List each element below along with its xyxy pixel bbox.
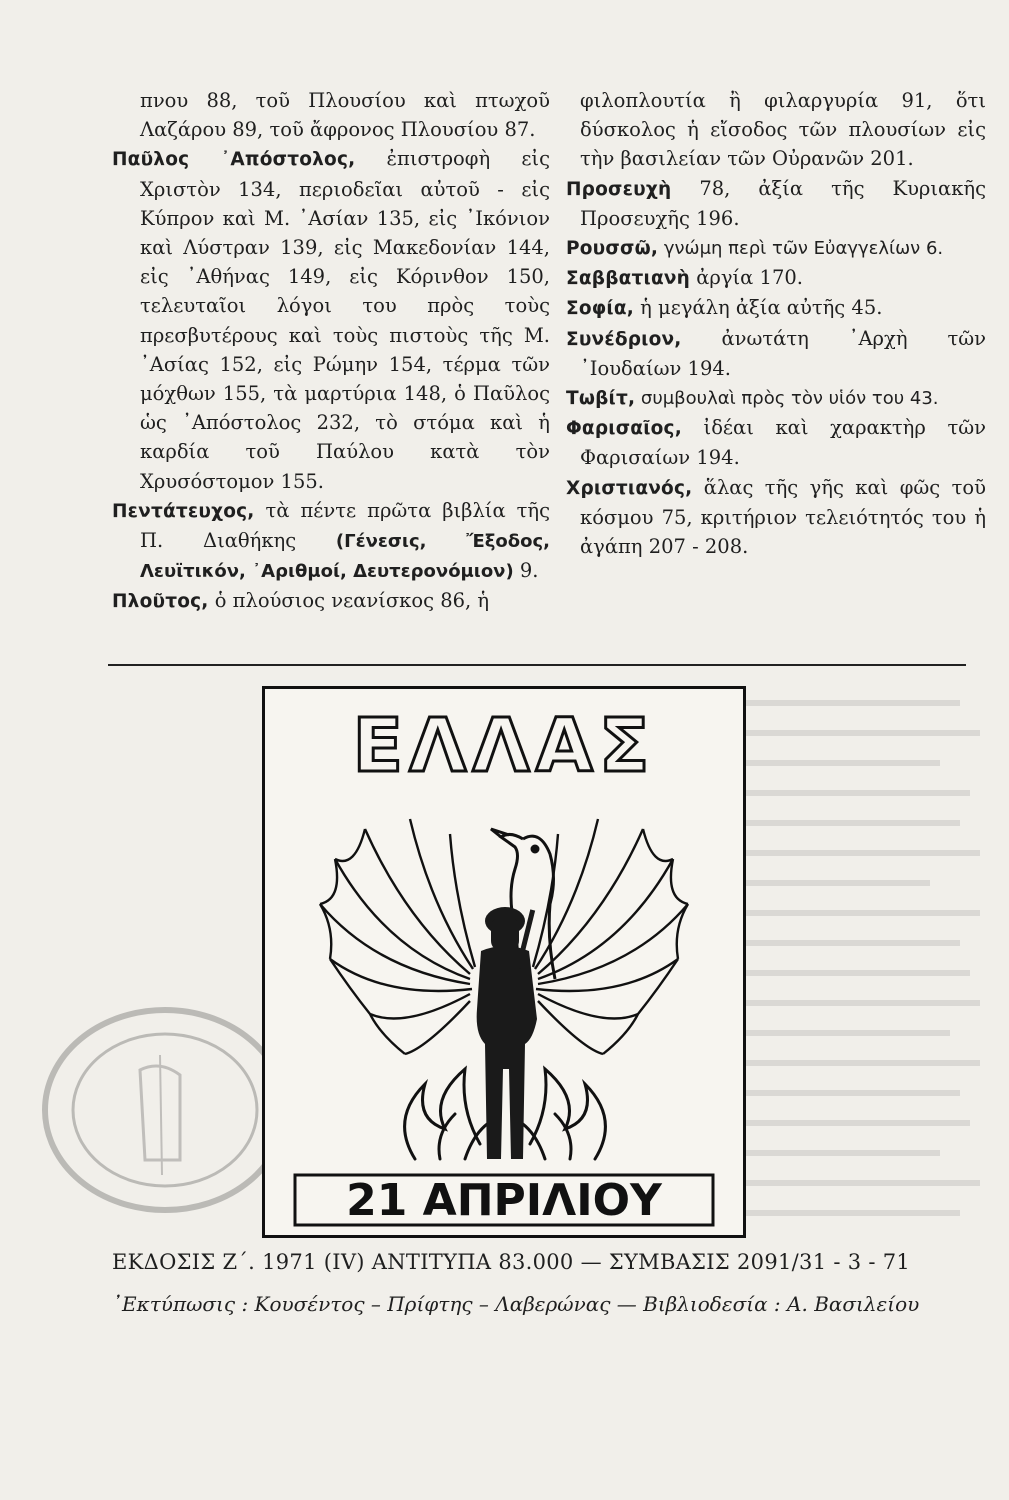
index-entry [566,413,986,472]
index-text: 78, ἀξία τῆς Κυριακῆς Προσευχῆς 196. [580,176,986,230]
index-entry [566,174,986,233]
index-text: συμβουλαὶ πρὸς τὸν υἱόν του 43. [635,388,939,410]
index-headword: Ρουσσῶ, [566,238,659,260]
edition-imprint: ΕΚΔΟΣΙΣ Ζ΄. 1971 (IV) ΑΝΤΙΤΥΠΑ 83.000 — ΣΥΜΒΑΣΙΣ 2091/31 - 3 - 71 [112,1250,911,1274]
index-text: ἐπιστροφὴ εἰς Χριστὸν 134, περιοδεῖαι αὐτοῦ - εἰς Κύπρον καὶ Μ. ᾽Ασίαν 135, εἰς ᾽Ικόνιον καὶ Λύστραν 139, εἰς Μακεδονίαν 144, εἰς ᾽Αθήνας 149, εἰς Κόρινθον 150, τελευταῖοι λόγοι του πρὸς τοὺς πρεσβυτέρους καὶ τοὺς πιστοὺς τῆς Μ. ᾽Ασίας 152, εἰς Ρώμην 154, τέρμα τῶν μόχθων 155, τὰ μαρτύρια 148, ὁ Παῦλος ὡς ᾽Απόστολος 232, τὸ στόμα καὶ ἡ καρδία τοῦ Παύλου κατὰ τὸν Χρυσόστομον 155. [140,147,550,493]
index-entry [112,496,550,587]
index-headword: Σαββατιανὴ [566,268,691,290]
right-wing [533,819,688,1054]
index-text: ἀργία 170. [690,266,803,290]
divider-rule [108,664,966,666]
index-text: ἡ μεγάλη ἀξία αὐτῆς 45. [633,296,883,320]
poster-title: ΕΛΛΑΣ [352,703,656,789]
left-wing [320,819,475,1054]
index-headword: Παῦλος ᾽Απόστολος, [112,149,356,171]
index-headword: Προσευχὴ [566,178,672,200]
index-entry [566,383,986,413]
index-column-left [112,86,550,617]
phoenix-soldier-illustration [265,689,743,1235]
index-continuation [112,86,550,144]
index-headword: Πεντάτευχος, [112,500,255,522]
index-text-tail: 9. [513,559,539,583]
library-stamp-icon [30,1000,300,1220]
index-text: ἰδέαι καὶ χαρακτὴρ τῶν Φαρισαίων 194. [580,416,986,470]
index-entry [566,293,986,323]
banner-text: 21 ΑΠΡΙΛΙΟΥ [346,1175,662,1226]
index-text: ἀνωτάτη ᾽Αρχὴ τῶν ᾽Ιουδαίων 194. [580,326,986,380]
index-text: ὁ πλούσιος νεανίσκος 86, ἡ [208,589,490,613]
index-entry [566,324,986,383]
index-headword: Συνέδριον, [566,328,682,350]
soldier-silhouette [477,907,537,1159]
index-headword: Σοφία, [566,298,634,320]
index-bold-text: (Γένεσις, Ἔξοδος, Λευϊτικόν, ᾽Αριθμοί, Δευτερονόμιον) [140,531,550,583]
index-text: γνώμη περὶ τῶν Εὐαγγελίων 6. [658,238,944,260]
index-entry [112,144,550,495]
index-text: πνου 88, τοῦ Πλουσίου καὶ πτωχοῦ Λαζάρου 89, τοῦ ἄφρονος Πλουσίου 87. [140,89,550,142]
index-entry [566,263,986,293]
index-entry [566,473,986,562]
junta-poster [262,686,746,1238]
index-text: τὰ πέντε πρῶτα βιβλία τῆς Π. Διαθήκης [140,498,550,553]
index-text: ἅλας τῆς γῆς καὶ φῶς τοῦ κόσμου 75, κριτήριον τελειότητός του ἡ ἀγάπη 207 - 208. [580,475,986,559]
index-column-right [566,86,986,561]
printer-credits: ᾽Εκτύπωσις : Κουσέντος – Πρίφτης – Λαβερώνας — Βιβλιοδεσία : Α. Βασιλείου [112,1292,920,1316]
index-headword: Τωβίτ, [566,388,636,410]
flames-icon [405,1069,606,1159]
index-entry [112,586,550,616]
index-headword: Πλοῦτος, [112,591,209,613]
index-entry [566,233,986,263]
index-continuation [566,86,986,174]
index-headword: Φαρισαῖος, [566,418,682,440]
index-headword: Χριστιανός, [566,477,693,499]
index-text: φιλοπλουτία ἢ φιλαργυρία 91, ὅτι δύσκολος ἡ εἴσοδος τῶν πλουσίων εἰς τὴν βασιλείαν τῶν Οὐρανῶν 201. [580,89,986,171]
